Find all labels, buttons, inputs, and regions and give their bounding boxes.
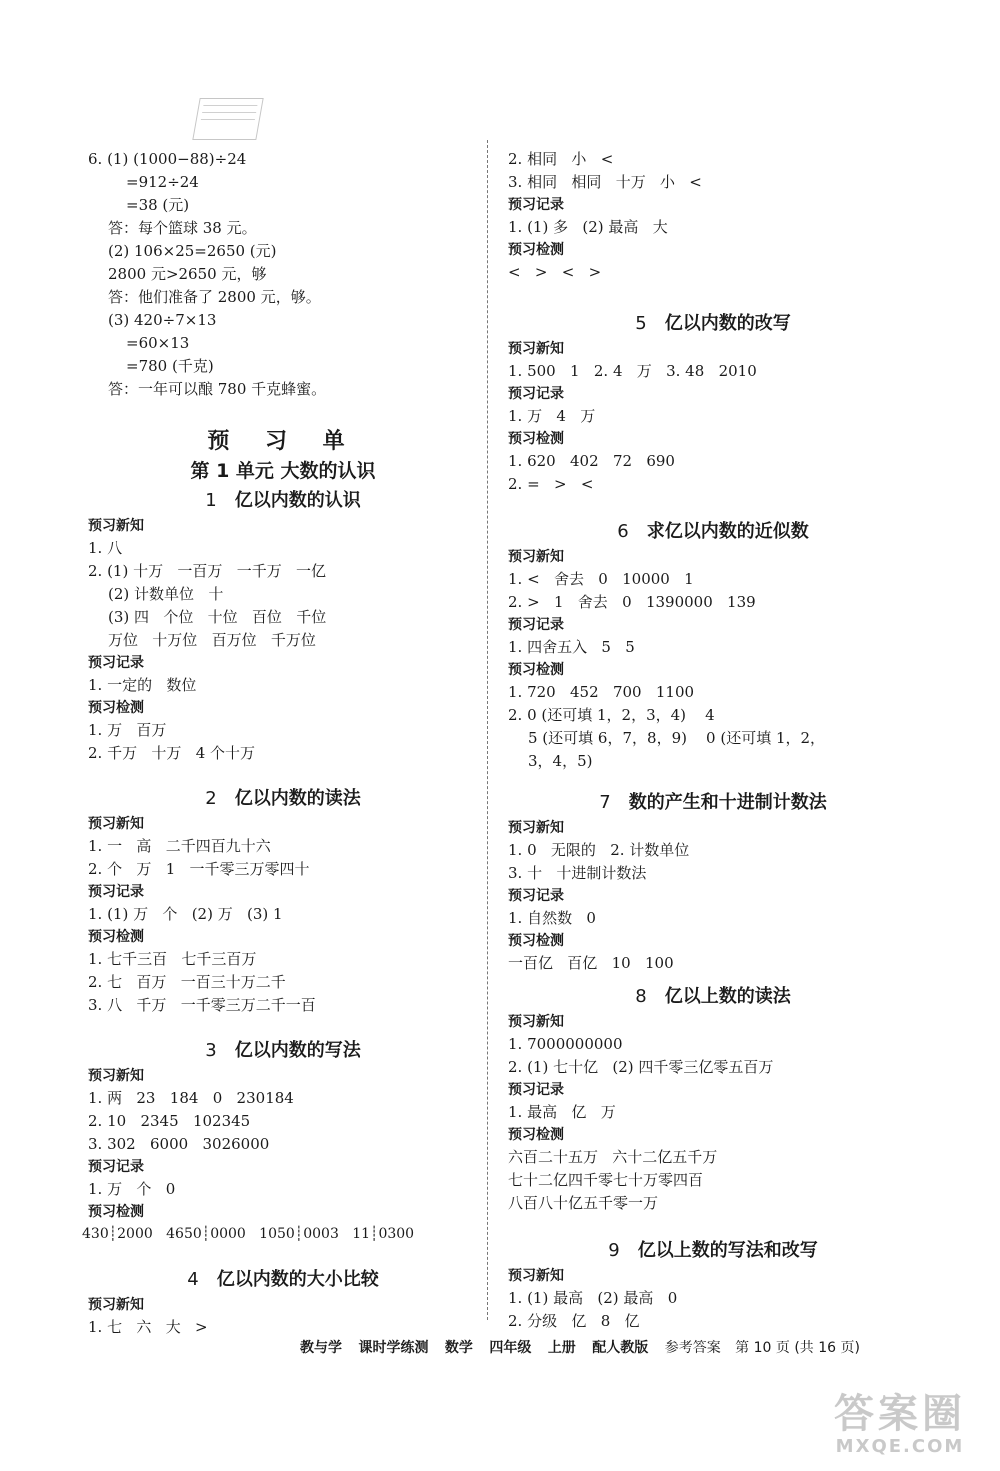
q6-line: =912÷24 [126,173,199,191]
subheading: 预习检测 [88,1204,144,1220]
section-name: 亿以内数的大小比较 [216,1269,379,1290]
subheading: 预习检测 [508,933,564,949]
q6-answer: 答：他们准备了 2800 元，够。 [108,288,321,306]
answer-line: 2. = > < [508,475,594,493]
q6-line: =38 (元) [126,196,190,214]
section-number: 7 [599,792,611,813]
subheading: 预习检测 [508,662,564,678]
subheading: 预习记录 [508,1082,564,1098]
subheading: 预习新知 [88,518,144,534]
answer-line: 2. 10 2345 102345 [88,1112,251,1130]
subheading: 预习新知 [508,820,564,836]
column-divider [487,140,488,1320]
answer-line: 430┊2000 4650┊0000 1050┊0003 11┊0300 [82,1226,415,1242]
answer-line: 2. 个 万 1 一千零三万零四十 [88,860,310,878]
q6-answer: 答：一年可以酿 780 千克蜂蜜。 [108,380,327,398]
subheading: 预习新知 [88,1297,144,1313]
footer-series: 课时学练测 [358,1340,429,1356]
answer-line: < > < > [508,263,602,281]
section-name: 亿以上数的写法和改写 [637,1240,818,1261]
section-number: 6 [617,521,629,542]
answer-line: 1. 最高 亿 万 [508,1103,616,1121]
answer-line: 1. 0 无限的 2. 计数单位 [508,841,690,859]
answer-line: 2. 0 (还可填 1，2，3，4) 4 [508,706,715,724]
section-title [508,983,918,1011]
answer-line: 七十二亿四千零七十万零四百 [508,1171,704,1189]
answer-line: (3) 四 个位 十位 百位 千位 [108,608,327,626]
watermark-logo-text: 答案圈 [834,1391,966,1437]
q6-line: 6. (1) (1000−88)÷24 [88,150,247,168]
answer-line: 万位 十万位 百万位 千万位 [108,631,316,649]
answer-line: 3，4，5) [528,752,593,770]
subheading: 预习记录 [508,197,564,213]
subheading: 预习记录 [508,888,564,904]
section-name: 亿以上数的读法 [664,986,791,1007]
section-name: 数的产生和十进制计数法 [628,792,827,813]
section-number: 2 [205,788,217,809]
subheading: 预习检测 [88,929,144,945]
answer-line: 1. (1) 最高 (2) 最高 0 [508,1289,678,1307]
q6-line: =60×13 [126,334,190,352]
answer-line: (2) 计数单位 十 [108,585,224,603]
subheading: 预习检测 [508,1127,564,1143]
answer-line: 1. 七千三百 七千三百万 [88,950,257,968]
unit-title: 第 1 单元 大数的认识 [190,460,376,482]
answer-line: 1. 500 1 2. 4 万 3. 48 2010 [508,362,757,380]
answer-line: 2. > 1 舍去 0 1390000 139 [508,593,756,611]
answer-line: 1. (1) 多 (2) 最高 大 [508,218,668,236]
answer-line: 2. 千万 十万 4 个十万 [88,744,256,762]
answer-line: 1. 四舍五入 5 5 [508,638,635,656]
left-column [82,148,478,1339]
footer-grade: 四年级 [489,1340,532,1356]
section-title [508,518,918,546]
answer-line: 2. 相同 小 < [508,150,614,168]
answer-line: 5 (还可填 6，7，8，9) 0 (还可填 1，2， [528,729,826,747]
answer-line: 2. (1) 七十亿 (2) 四千零三亿零五百万 [508,1058,774,1076]
answer-line: 2. 七 百万 一百三十万二千 [88,973,286,991]
answer-line: 一百亿 百亿 10 100 [508,954,674,972]
page-footer [300,1337,920,1357]
footer-answers: 参考答案 [664,1340,721,1356]
footer-edition: 配人教版 [592,1340,649,1356]
subheading: 预习检测 [508,242,564,258]
answer-line: 1. 620 402 72 690 [508,452,675,470]
section-number: 9 [608,1240,620,1261]
subheading: 预习检测 [88,700,144,716]
answer-line: 1. 一 高 二千四百九十六 [88,837,271,855]
subheading: 预习新知 [508,341,564,357]
section-number: 8 [635,986,647,1007]
section-title [508,789,918,817]
subheading: 预习新知 [508,1014,564,1030]
subheading: 预习新知 [508,549,564,565]
subheading: 预习新知 [88,816,144,832]
footer-volume: 上册 [547,1340,576,1356]
subheading: 预习记录 [508,386,564,402]
site-watermark [834,1392,966,1457]
q6-line: (2) 106×25=2650 (元) [108,242,277,260]
footer-subject: 数学 [444,1340,473,1356]
answer-line: 1. 七 六 大 > [88,1318,208,1336]
footer-brand: 教与学 [300,1340,342,1356]
answer-line: 1. < 舍去 0 10000 1 [508,570,694,588]
section-title [88,487,478,515]
subheading: 预习新知 [88,1068,144,1084]
right-column [508,148,918,1333]
answer-line: 3. 八 千万 一千零三万二千一百 [88,996,316,1014]
answer-line: 2. (1) 十万 一百万 一千万 一亿 [88,562,327,580]
subheading: 预习记录 [88,1159,144,1175]
section-title [88,785,478,813]
section-title [88,1266,478,1294]
subheading: 预习检测 [508,431,564,447]
section-name: 亿以内数的读法 [234,788,361,809]
stamp-mark-icon [192,98,263,140]
answer-line: 1. 万 个 0 [88,1180,176,1198]
answer-line: 1. 自然数 0 [508,909,596,927]
q6-line: (3) 420÷7×13 [108,311,217,329]
section-number: 1 [205,490,217,511]
subheading: 预习新知 [508,1268,564,1284]
section-title [88,1037,478,1065]
answer-line: 1. 两 23 184 0 230184 [88,1089,294,1107]
section-number: 4 [187,1269,199,1290]
section-number: 5 [635,313,647,334]
answer-line: 3. 302 6000 3026000 [88,1135,270,1153]
q6-line: 2800 元>2650 元，够 [108,265,267,283]
section-number: 3 [205,1040,217,1061]
answer-line: 1. (1) 万 个 (2) 万 (3) 1 [88,905,283,923]
section-name: 求亿以内数的近似数 [646,521,809,542]
answer-line: 3. 十 十进制计数法 [508,864,647,882]
section-title [508,310,918,338]
answer-line: 六百二十五万 六十二亿五千万 [508,1148,718,1166]
watermark-url: MXQE.COM [835,1436,965,1457]
q6-answer: 答：每个篮球 38 元。 [108,219,257,237]
answer-line: 1. 720 452 700 1100 [508,683,695,701]
section-name: 亿以内数的写法 [234,1040,361,1061]
answer-line: 3. 相同 相同 十万 小 < [508,173,702,191]
answer-line: 1. 万 百万 [88,721,167,739]
answer-line: 1. 八 [88,539,123,557]
q6-line: =780 (千克) [126,357,214,375]
subheading: 预习记录 [88,655,144,671]
section-title [508,1237,918,1265]
section-name: 亿以内数的改写 [664,313,791,334]
subheading: 预习记录 [88,884,144,900]
answer-line: 1. 万 4 万 [508,407,596,425]
answer-line: 1. 7000000000 [508,1035,623,1053]
worksheet-title: 预 习 单 [207,429,359,454]
subheading: 预习记录 [508,617,564,633]
section-name: 亿以内数的认识 [234,490,361,511]
footer-page-number: 第 10 页 (共 16 页) [735,1340,860,1356]
answer-line: 1. 一定的 数位 [88,676,197,694]
answer-line: 2. 分级 亿 8 亿 [508,1312,640,1330]
answer-line: 八百八十亿五千零一万 [508,1194,659,1212]
